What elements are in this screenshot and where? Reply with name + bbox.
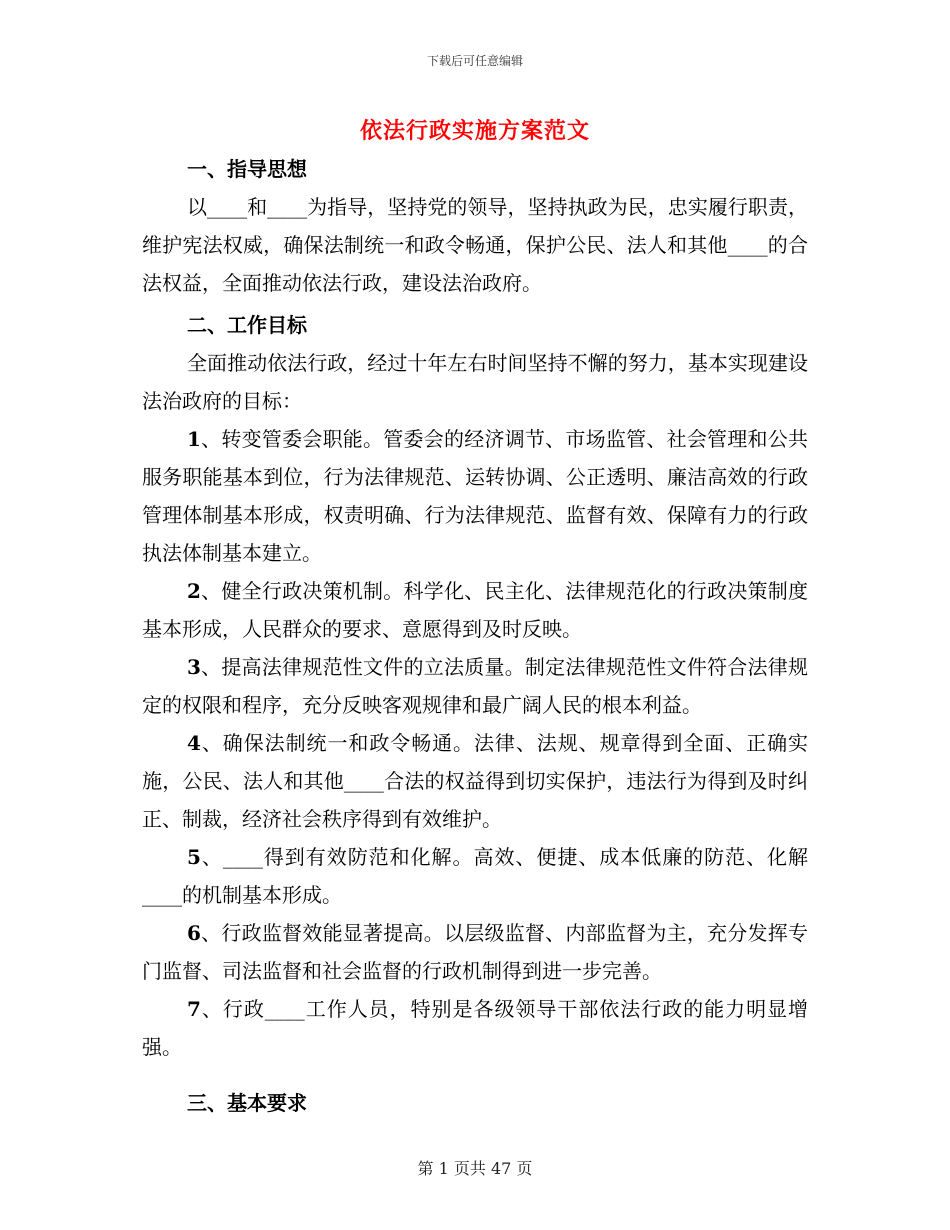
document-title: 依法行政实施方案范文 — [359, 118, 590, 144]
goal-item — [142, 838, 808, 914]
goal-item-number: 2 — [187, 579, 201, 603]
page-footer-number: 第 1 页共 47 页 — [417, 1159, 533, 1178]
section-heading-basic-requirements: 三、基本要求 — [187, 1091, 307, 1115]
goal-item-number: 7 — [187, 997, 201, 1021]
goal-item-text: 、转变管委会职能。管委会的经济调节、市场监管、社会管理和公共服务职能基本到位，行为法律规范、运转协调、公正透明、廉洁高效的行政管理体制基本形成，权责明确、行为法律规范、监督有效、保障有力的行政执法体制基本建立。 — [142, 427, 808, 565]
document-body — [142, 150, 808, 1122]
goal-item-text: 、行政____工作人员，特别是各级领导干部依法行政的能力明显增强。 — [142, 997, 808, 1059]
section-paragraph: 以____和____为指导，坚持党的领导，坚持执政为民，忠实履行职责，维护宪法权威，确保法制统一和政令畅通，保护公民、法人和其他____的合法权益，全面推动依法行政，建设法治政府。 — [142, 195, 808, 295]
section-paragraph: 全面推动依法行政，经过十年左右时间坚持不懈的努力，基本实现建设法治政府的目标： — [142, 351, 808, 413]
page-header-note: 下载后可任意编辑 — [426, 54, 523, 68]
goal-item-text: 、____得到有效防范和化解。高效、便捷、成本低廉的防范、化解____的机制基本形成。 — [142, 845, 808, 907]
goal-item-text: 、提高法律规范性文件的立法质量。制定法律规范性文件符合法律规定的权限和程序，充分反映客观规律和最广阔人民的根本利益。 — [142, 655, 808, 717]
goal-item — [142, 914, 808, 990]
goal-item — [142, 572, 808, 648]
goal-item — [142, 420, 808, 572]
goal-item-text: 、确保法制统一和政令畅通。法律、法规、规章得到全面、正确实施，公民、法人和其他____合法的权益得到切实保护，违法行为得到及时纠正、制裁，经济社会秩序得到有效维护。 — [142, 731, 808, 831]
goal-item-number: 4 — [187, 731, 201, 755]
goal-item-number: 6 — [187, 921, 201, 945]
section-heading-work-goals: 二、工作目标 — [187, 313, 307, 337]
goal-item — [142, 724, 808, 838]
goal-item-number: 5 — [187, 845, 201, 869]
goal-item-number: 1 — [187, 427, 201, 451]
goal-item — [142, 648, 808, 724]
goal-item — [142, 990, 808, 1066]
goal-item-number: 3 — [187, 655, 201, 679]
section-heading-guiding-ideology: 一、指导思想 — [187, 157, 307, 181]
goal-item-text: 、行政监督效能显著提高。以层级监督、内部监督为主，充分发挥专门监督、司法监督和社会监督的行政机制得到进一步完善。 — [142, 921, 808, 983]
goal-item-text: 、健全行政决策机制。科学化、民主化、法律规范化的行政决策制度基本形成，人民群众的要求、意愿得到及时反映。 — [142, 579, 808, 641]
